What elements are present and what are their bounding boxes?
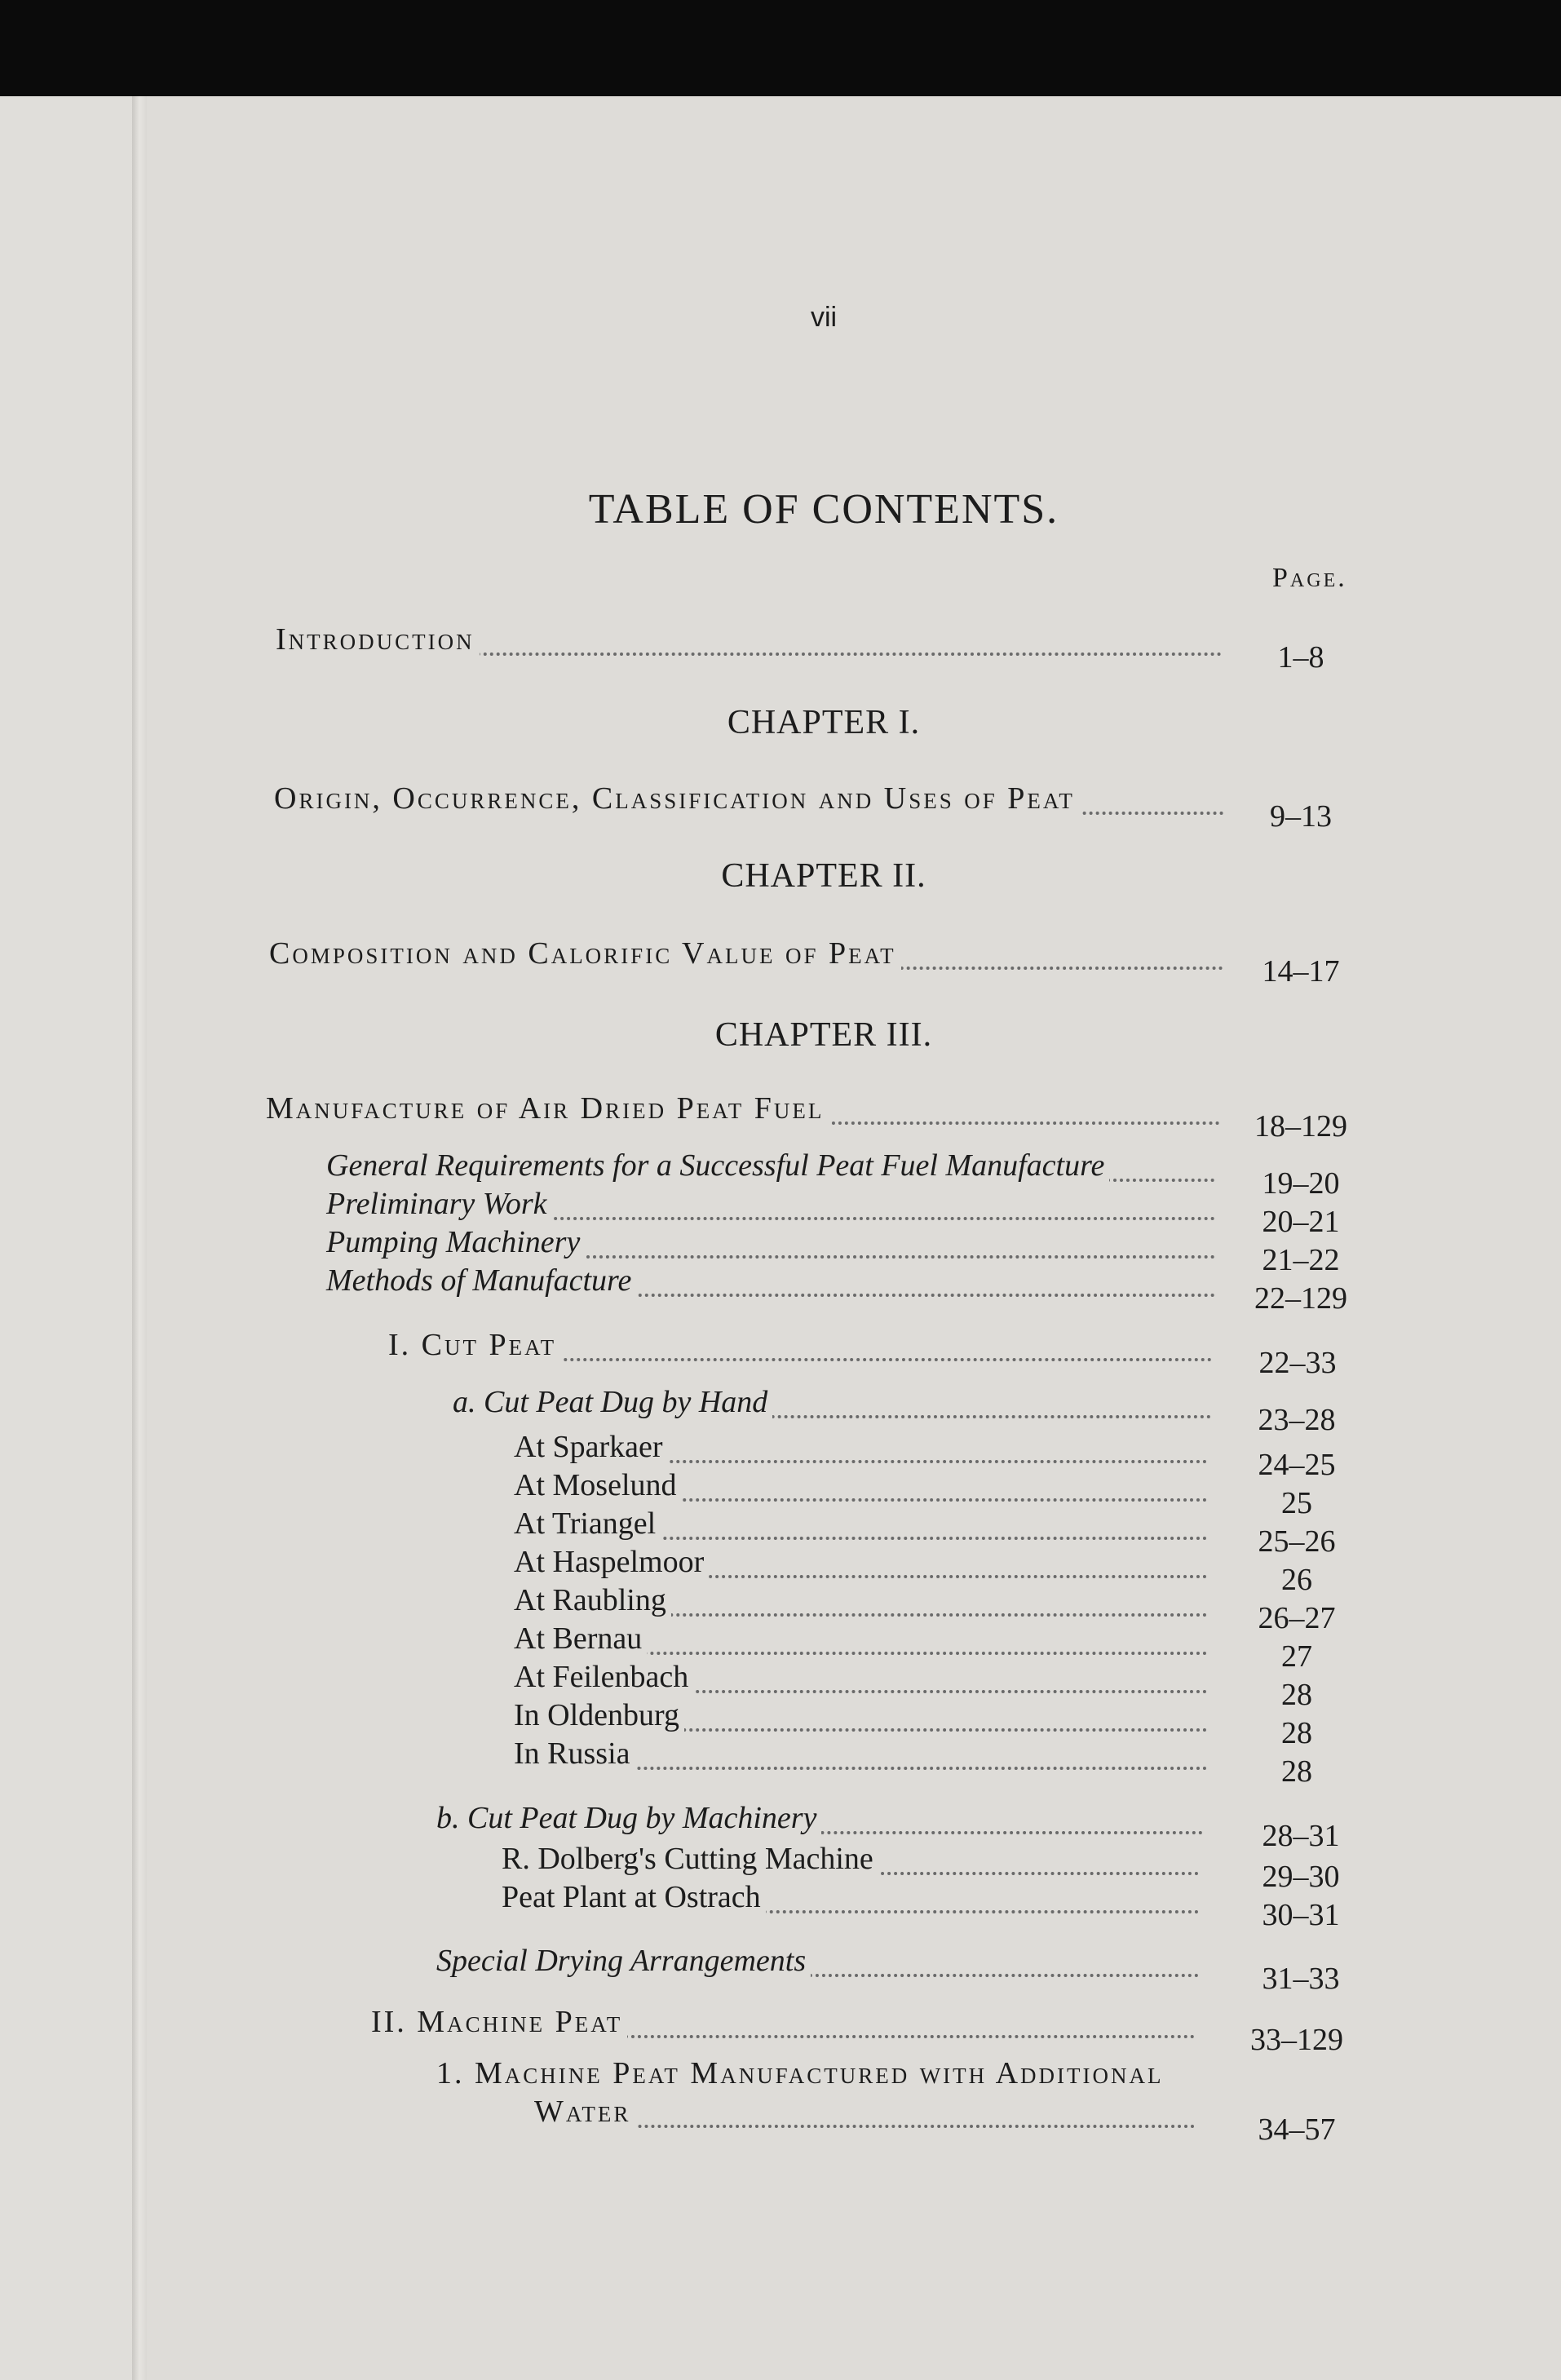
toc-entry-additional-water bbox=[534, 2092, 1336, 2147]
entry-label: b. Cut Peat Dug by Machinery bbox=[436, 1800, 821, 1836]
entry-pages: 18–129 bbox=[1254, 1109, 1347, 1144]
entry-pages: 23–28 bbox=[1258, 1403, 1336, 1437]
entry-label: At Feilenbach bbox=[514, 1659, 693, 1695]
toc-entry-raubling bbox=[514, 1581, 1336, 1635]
entry-label: Pumping Machinery bbox=[326, 1224, 585, 1260]
entry-pages: 14–17 bbox=[1262, 954, 1340, 989]
page-title: TABLE OF CONTENTS. bbox=[588, 486, 1059, 533]
entry-label: Peat Plant at Ostrach bbox=[502, 1879, 766, 1915]
chapter-heading-1: CHAPTER I. bbox=[727, 704, 921, 741]
toc-entry-dug-by-hand bbox=[453, 1382, 1336, 1437]
toc-entry-triangel bbox=[514, 1504, 1336, 1559]
entry-label: Special Drying Arrangements bbox=[436, 1943, 811, 1979]
toc-entry-dolberg bbox=[502, 1839, 1340, 1894]
entry-label: In Russia bbox=[514, 1736, 635, 1772]
toc-entry-ostrach bbox=[502, 1878, 1340, 1932]
left-page-edge bbox=[0, 96, 132, 2380]
toc-entry-machine-peat bbox=[371, 2002, 1343, 2057]
toc-entry-feilenbach bbox=[514, 1657, 1312, 1712]
entry-pages: 26–27 bbox=[1258, 1601, 1336, 1635]
entry-pages: 21–22 bbox=[1262, 1243, 1340, 1277]
entry-pages: 33–129 bbox=[1250, 2023, 1343, 2057]
entry-pages: 25–26 bbox=[1258, 1524, 1336, 1559]
entry-pages: 9–13 bbox=[1270, 799, 1332, 834]
toc-entry-composition bbox=[269, 934, 1340, 989]
toc-entry-pumping-machinery bbox=[326, 1223, 1340, 1277]
entry-pages: 27 bbox=[1281, 1639, 1312, 1674]
page-number: vii bbox=[810, 302, 838, 333]
toc-entry-manufacture bbox=[266, 1089, 1347, 1144]
toc-entry-methods bbox=[326, 1261, 1347, 1316]
entry-label: Origin, Occurrence, Classification and Uses of Peat bbox=[274, 781, 1080, 816]
entry-label: a. Cut Peat Dug by Hand bbox=[453, 1384, 772, 1420]
entry-label: I. Cut Peat bbox=[388, 1327, 561, 1363]
entry-pages: 30–31 bbox=[1262, 1898, 1340, 1932]
entry-label: At Haspelmoor bbox=[514, 1544, 709, 1580]
entry-pages: 31–33 bbox=[1262, 1962, 1340, 1996]
entry-label: Introduction bbox=[276, 622, 480, 657]
toc-entry-dug-by-machinery bbox=[436, 1798, 1340, 1853]
chapter-heading-3: CHAPTER III. bbox=[714, 1016, 933, 1054]
entry-pages: 22–129 bbox=[1254, 1281, 1347, 1316]
entry-label: Manufacture of Air Dried Peat Fuel bbox=[266, 1090, 829, 1126]
entry-pages: 25 bbox=[1281, 1486, 1312, 1520]
entry-label: Preliminary Work bbox=[326, 1186, 552, 1222]
entry-pages: 22–33 bbox=[1258, 1346, 1337, 1380]
entry-pages: 29–30 bbox=[1262, 1860, 1340, 1894]
toc-entry-preliminary-work bbox=[326, 1184, 1340, 1239]
chapter-heading-2: CHAPTER II. bbox=[721, 857, 926, 895]
page-fold-shadow bbox=[132, 96, 147, 2380]
toc-entry-cut-peat bbox=[388, 1325, 1337, 1380]
entry-label: At Sparkaer bbox=[514, 1429, 668, 1465]
toc-entry-sparkaer bbox=[514, 1427, 1336, 1482]
entry-label: Water bbox=[534, 2094, 635, 2130]
entry-label: In Oldenburg bbox=[514, 1697, 684, 1733]
entry-label: R. Dolberg's Cutting Machine bbox=[502, 1841, 878, 1877]
entry-label: At Bernau bbox=[514, 1621, 647, 1657]
entry-pages: 28 bbox=[1281, 1678, 1312, 1712]
toc-entry-bernau bbox=[514, 1619, 1312, 1674]
toc-entry-russia bbox=[514, 1734, 1312, 1789]
entry-pages: 28–31 bbox=[1262, 1819, 1340, 1853]
entry-label: At Moselund bbox=[514, 1467, 682, 1503]
entry-pages: 20–21 bbox=[1262, 1205, 1340, 1239]
entry-label: II. Machine Peat bbox=[371, 2004, 627, 2040]
entry-pages: 28 bbox=[1281, 1754, 1312, 1789]
entry-label: Composition and Calorific Value of Peat bbox=[269, 936, 901, 971]
entry-label: Methods of Manufacture bbox=[326, 1263, 636, 1298]
entry-pages: 28 bbox=[1281, 1716, 1312, 1750]
toc-entry-origin bbox=[274, 779, 1332, 834]
toc-entry-general-requirements bbox=[326, 1146, 1340, 1201]
toc-entry-oldenburg bbox=[514, 1696, 1312, 1750]
toc-entry-haspelmoor bbox=[514, 1542, 1312, 1597]
entry-pages: 26 bbox=[1281, 1563, 1312, 1597]
entry-pages: 1–8 bbox=[1277, 640, 1324, 675]
toc-entry-additional-water-line1: 1. Machine Peat Manufactured with Additional bbox=[436, 2056, 1164, 2090]
entry-pages: 19–20 bbox=[1262, 1166, 1340, 1201]
entry-label: At Triangel bbox=[514, 1506, 661, 1542]
page-column-label: Page. bbox=[1272, 563, 1347, 593]
entry-label: General Requirements for a Successful Peat Fuel Manufacture bbox=[326, 1148, 1109, 1183]
entry-label: At Raubling bbox=[514, 1582, 671, 1618]
entry-pages: 24–25 bbox=[1258, 1448, 1336, 1482]
toc-entry-moselund bbox=[514, 1466, 1312, 1520]
toc-entry-introduction bbox=[276, 620, 1324, 675]
toc-entry-special-drying bbox=[436, 1941, 1340, 1996]
entry-pages: 34–57 bbox=[1258, 2112, 1336, 2147]
